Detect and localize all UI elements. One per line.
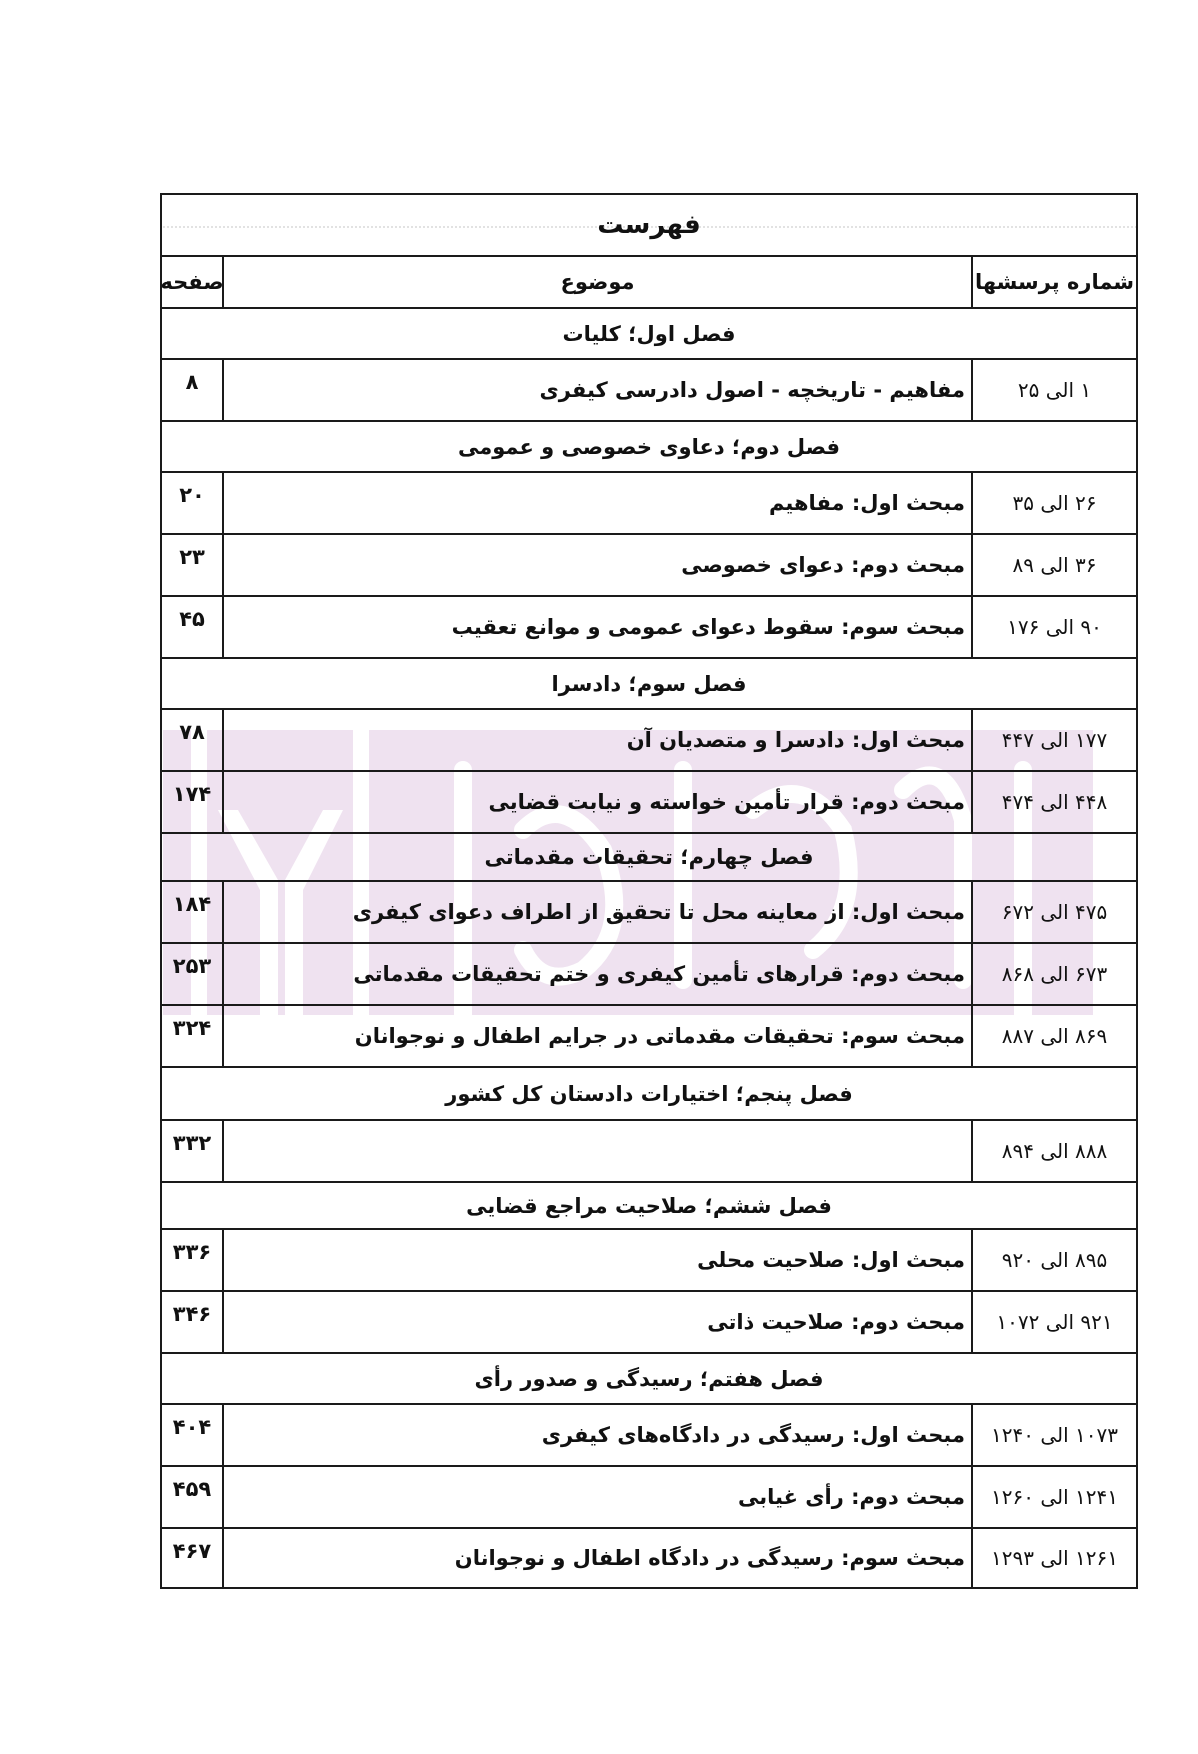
toc-row[interactable] bbox=[162, 358, 1136, 420]
topic: مبحث دوم: رأی غیابی bbox=[738, 1485, 965, 1509]
topic: مبحث دوم: قرار تأمین خواسته و نیابت قضایی bbox=[488, 790, 965, 814]
page-number: ۱۸۴ bbox=[162, 882, 224, 942]
page-number: ۲۵۳ bbox=[162, 944, 224, 1004]
toc-row[interactable] bbox=[162, 942, 1136, 1004]
chapter-row bbox=[162, 1066, 1136, 1119]
chapter-title: فصل دوم؛ دعاوی خصوصی و عمومی bbox=[457, 434, 841, 459]
chapter-title: فصل پنجم؛ اختیارات دادستان کل کشور bbox=[445, 1081, 853, 1106]
question-range: ۱۰۷۳ الی ۱۲۴۰ bbox=[971, 1405, 1136, 1465]
toc-row[interactable] bbox=[162, 770, 1136, 832]
topic: مبحث سوم: رسیدگی در دادگاه اطفال و نوجوانان bbox=[454, 1546, 965, 1570]
question-range: ۱۲۶۱ الی ۱۲۹۳ bbox=[971, 1529, 1136, 1587]
page-number: ۲۳ bbox=[162, 535, 224, 595]
topic bbox=[224, 1121, 971, 1181]
question-range: ۸۶۹ الی ۸۸۷ bbox=[971, 1006, 1136, 1066]
question-range: ۴۴۸ الی ۴۷۴ bbox=[971, 772, 1136, 832]
question-range: ۶۷۳ الی ۸۶۸ bbox=[971, 944, 1136, 1004]
topic: مفاهیم - تاریخچه - اصول دادرسی کیفری bbox=[539, 378, 965, 402]
toc-row[interactable] bbox=[162, 533, 1136, 595]
question-range: ۹۰ الی ۱۷۶ bbox=[971, 597, 1136, 657]
question-range: ۴۷۵ الی ۶۷۲ bbox=[971, 882, 1136, 942]
topic: مبحث اول: مفاهیم bbox=[768, 491, 965, 515]
toc-row[interactable] bbox=[162, 1119, 1136, 1181]
chapter-title: فصل سوم؛ دادسرا bbox=[551, 671, 747, 696]
page-number: ۴۰۴ bbox=[162, 1405, 224, 1465]
page-number: ۳۲۴ bbox=[162, 1006, 224, 1066]
chapter-row bbox=[162, 832, 1136, 880]
page-number: ۴۵ bbox=[162, 597, 224, 657]
question-range: ۸۸۸ الی ۸۹۴ bbox=[971, 1121, 1136, 1181]
chapter-row bbox=[162, 1352, 1136, 1403]
chapter-row bbox=[162, 657, 1136, 708]
question-range: ۱ الی ۲۵ bbox=[971, 360, 1136, 420]
question-range: ۱۲۴۱ الی ۱۲۶۰ bbox=[971, 1467, 1136, 1527]
toc-row[interactable] bbox=[162, 1290, 1136, 1352]
topic: مبحث دوم: قرارهای تأمین کیفری و ختم تحقیقات مقدماتی bbox=[353, 962, 965, 986]
chapter-title: فصل هفتم؛ رسیدگی و صدور رأی bbox=[474, 1366, 824, 1391]
toc-header-row bbox=[162, 255, 1136, 307]
toc-row[interactable] bbox=[162, 595, 1136, 657]
page-number: ۳۴۶ bbox=[162, 1292, 224, 1352]
page-number: ۲۰ bbox=[162, 473, 224, 533]
toc-title: فهرست bbox=[597, 210, 701, 240]
toc-row[interactable] bbox=[162, 880, 1136, 942]
toc-title-row bbox=[162, 193, 1136, 255]
chapter-row bbox=[162, 1181, 1136, 1228]
toc-row[interactable] bbox=[162, 1465, 1136, 1527]
topic: مبحث سوم: تحقیقات مقدماتی در جرایم اطفال و نوجوانان bbox=[354, 1024, 965, 1048]
question-range: ۸۹۵ الی ۹۲۰ bbox=[971, 1230, 1136, 1290]
page-number: ۳۳۲ bbox=[162, 1121, 224, 1181]
topic: مبحث اول: دادسرا و متصدیان آن bbox=[626, 728, 965, 752]
topic: مبحث سوم: سقوط دعوای عمومی و موانع تعقیب bbox=[451, 615, 965, 639]
header-questions: شماره پرسشها bbox=[971, 257, 1136, 307]
page-number: ۷۸ bbox=[162, 710, 224, 770]
topic: مبحث دوم: دعوای خصوصی bbox=[681, 553, 965, 577]
question-range: ۲۶ الی ۳۵ bbox=[971, 473, 1136, 533]
toc-row[interactable] bbox=[162, 1228, 1136, 1290]
question-range: ۳۶ الی ۸۹ bbox=[971, 535, 1136, 595]
topic: مبحث اول: رسیدگی در دادگاه‌های کیفری bbox=[541, 1423, 965, 1447]
topic: مبحث اول: صلاحیت محلی bbox=[697, 1248, 965, 1272]
chapter-title: فصل ششم؛ صلاحیت مراجع قضایی bbox=[466, 1193, 832, 1218]
table-of-contents bbox=[160, 193, 1138, 1589]
question-range: ۹۲۱ الی ۱۰۷۲ bbox=[971, 1292, 1136, 1352]
header-topic: موضوع bbox=[560, 270, 635, 294]
page-number: ۳۳۶ bbox=[162, 1230, 224, 1290]
chapter-title: فصل چهارم؛ تحقیقات مقدماتی bbox=[484, 845, 814, 869]
topic: مبحث دوم: صلاحیت ذاتی bbox=[707, 1310, 965, 1334]
toc-row[interactable] bbox=[162, 1403, 1136, 1465]
page-number: ۴۶۷ bbox=[162, 1529, 224, 1587]
chapter-row bbox=[162, 420, 1136, 471]
toc-row[interactable] bbox=[162, 708, 1136, 770]
toc-row[interactable] bbox=[162, 1004, 1136, 1066]
header-page: صفحه bbox=[162, 257, 224, 307]
page-number: ۴۵۹ bbox=[162, 1467, 224, 1527]
page-number: ۸ bbox=[162, 360, 224, 420]
toc-row[interactable] bbox=[162, 1527, 1136, 1589]
toc-row[interactable] bbox=[162, 471, 1136, 533]
topic: مبحث اول: از معاینه محل تا تحقیق از اطراف دعوای کیفری bbox=[352, 900, 965, 924]
page-number: ۱۷۴ bbox=[162, 772, 224, 832]
chapter-title: فصل اول؛ کلیات bbox=[562, 321, 736, 346]
chapter-row bbox=[162, 307, 1136, 358]
question-range: ۱۷۷ الی ۴۴۷ bbox=[971, 710, 1136, 770]
